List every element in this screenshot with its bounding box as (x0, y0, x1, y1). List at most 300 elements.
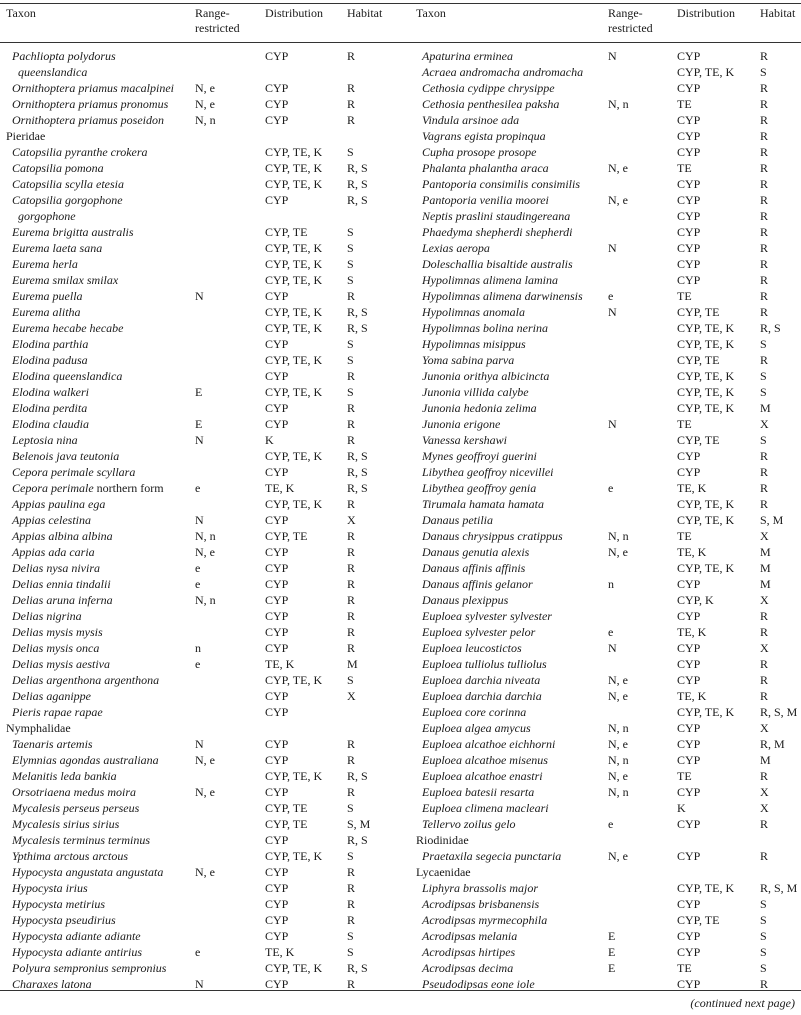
range-restricted-cell: e (195, 657, 201, 671)
distribution-cell: CYP, TE (265, 529, 308, 543)
taxon-text: Junonia erigone (422, 417, 501, 431)
taxon-text: Leptosia nina (12, 433, 78, 447)
table-row (0, 368, 801, 384)
family-name (416, 832, 469, 848)
habitat-cell: R (347, 97, 356, 111)
table-row (0, 496, 801, 512)
taxon-text: Pieris rapae rapae (12, 705, 103, 719)
header-taxon-left: Taxon (6, 6, 36, 20)
range-restricted-cell: E (608, 961, 616, 975)
taxon-text: Eurema brigitta australis (12, 225, 134, 239)
table-row (0, 272, 801, 288)
taxon-text: Elodina claudia (12, 417, 89, 431)
distribution-cell: CYP (265, 369, 289, 383)
taxon-text: Riodinidae (416, 833, 469, 847)
distribution-cell: CYP (265, 417, 289, 431)
habitat-cell: R (347, 369, 356, 383)
habitat-cell: S (347, 145, 354, 159)
habitat-cell: R (347, 497, 356, 511)
habitat-cell: R (347, 913, 356, 927)
taxon-name (422, 960, 513, 976)
table-row (0, 768, 801, 784)
distribution-cell: K (677, 801, 686, 815)
taxon-text: Cethosia cydippe chrysippe (422, 81, 555, 95)
habitat-cell: R (347, 737, 356, 751)
taxon-text: Hypolimnas bolina nerina (422, 321, 548, 335)
table-row (0, 160, 801, 176)
taxon-text: Eurema smilax smilax (12, 273, 119, 287)
taxon-text: Danaus affinis gelanor (422, 577, 533, 591)
taxon-text: Belenois java teutonia (12, 449, 120, 463)
habitat-cell: M (760, 753, 771, 767)
habitat-cell: R (347, 529, 356, 543)
taxon-name (422, 688, 542, 704)
taxon-text: Danaus chrysippus cratippus (422, 529, 563, 543)
taxon-text: Pantoporia consimilis consimilis (422, 177, 581, 191)
header-range-left (195, 6, 240, 36)
habitat-cell: R (760, 657, 769, 671)
taxon-name (422, 784, 534, 800)
habitat-cell: R, S (347, 833, 368, 847)
taxon-name (422, 480, 536, 496)
table-row (0, 464, 801, 480)
taxon-text: Phalanta phalantha araca (422, 161, 549, 175)
habitat-cell: S (347, 257, 354, 271)
habitat-cell: R (347, 113, 356, 127)
taxon-text: Polyura sempronius sempronius (12, 961, 167, 975)
taxon-name (422, 848, 561, 864)
range-restricted-cell: N, e (608, 849, 628, 863)
taxon-text: Pseudodipsas eone iole (422, 977, 535, 991)
habitat-cell: R, S (347, 449, 368, 463)
taxon-text: Euploea sylvester pelor (422, 625, 536, 639)
table-row (0, 64, 801, 80)
table-row (0, 448, 801, 464)
taxon-text: Ornithoptera priamus pronomus (12, 97, 169, 111)
distribution-cell: CYP (677, 785, 701, 799)
habitat-cell: S (347, 241, 354, 255)
habitat-cell: R (347, 865, 356, 879)
distribution-cell: CYP, TE, K (265, 849, 323, 863)
taxon-text: Yoma sabina parva (422, 353, 515, 367)
table-row (0, 208, 801, 224)
distribution-cell: CYP (265, 897, 289, 911)
taxon-name (422, 448, 537, 464)
table-row (0, 880, 801, 896)
distribution-cell: CYP (265, 289, 289, 303)
taxon-text: Lycaenidae (416, 865, 471, 879)
taxon-name (422, 880, 538, 896)
distribution-cell: CYP, TE (677, 913, 720, 927)
family-heading-row (0, 864, 801, 880)
taxon-text: Acrodipsas melania (422, 929, 518, 943)
table-row (0, 144, 801, 160)
taxon-text: Appias celestina (12, 513, 91, 527)
taxon-text: Appias ada caria (12, 545, 95, 559)
taxon-text: Hypocysta angustata angustata (12, 865, 164, 879)
taxon-text: Euploea alcathoe misenus (422, 753, 548, 767)
habitat-cell: R (760, 353, 769, 367)
taxon-text: Melanitis leda bankia (12, 769, 117, 783)
range-restricted-cell: N, e (195, 865, 215, 879)
table-row (0, 752, 801, 768)
habitat-cell: S, M (760, 513, 784, 527)
taxon-text: Mycalesis sirius sirius (12, 817, 120, 831)
table-row (0, 336, 801, 352)
range-restricted-cell: N (608, 305, 617, 319)
distribution-cell: CYP (265, 929, 289, 943)
range-restricted-cell: N (195, 977, 204, 991)
distribution-cell: TE, K (265, 481, 295, 495)
distribution-cell: CYP (677, 945, 701, 959)
range-restricted-cell: N, e (608, 769, 628, 783)
taxon-name (422, 272, 558, 288)
range-restricted-cell: e (195, 945, 201, 959)
header-distribution-left: Distribution (265, 6, 324, 20)
distribution-cell: CYP (677, 193, 701, 207)
taxon-name (422, 464, 554, 480)
distribution-cell: CYP (677, 673, 701, 687)
range-restricted-cell: N (608, 641, 617, 655)
table-row (0, 256, 801, 272)
taxon-text: Hypolimnas alimena darwinensis (422, 289, 583, 303)
habitat-cell: R (760, 113, 769, 127)
distribution-cell: TE, K (677, 545, 707, 559)
habitat-cell: R (347, 897, 356, 911)
table-row (0, 96, 801, 112)
distribution-cell: CYP, TE, K (265, 385, 323, 399)
range-restricted-cell: E (195, 417, 203, 431)
taxon-text: Elodina walkeri (12, 385, 89, 399)
range-restricted-cell: N, n (608, 785, 629, 799)
taxon-name (422, 528, 563, 544)
distribution-cell: CYP, TE, K (265, 177, 323, 191)
table-row (0, 320, 801, 336)
distribution-cell: TE, K (677, 481, 707, 495)
habitat-cell: R (347, 881, 356, 895)
table-row (0, 848, 801, 864)
distribution-cell: CYP (677, 641, 701, 655)
range-restricted-cell: e (608, 289, 614, 303)
habitat-cell: R (760, 145, 769, 159)
taxon-text: Junonia villida calybe (422, 385, 529, 399)
table-row (0, 624, 801, 640)
habitat-cell: R (760, 449, 769, 463)
habitat-cell: X (760, 801, 769, 815)
taxon-text: Danaus plexippus (422, 593, 509, 607)
taxon-text: Pieridae (6, 129, 46, 143)
taxon-text: Elodina queenslandica (12, 369, 123, 383)
table-bottom-rule (0, 990, 801, 991)
range-restricted-cell: N, e (195, 97, 215, 111)
taxon-text: Cepora perimale (12, 481, 94, 495)
taxon-text: Hypolimnas anomala (422, 305, 525, 319)
range-restricted-cell: N, e (608, 737, 628, 751)
habitat-cell: X (760, 529, 769, 543)
habitat-cell: X (760, 593, 769, 607)
distribution-cell: CYP (677, 209, 701, 223)
taxon-text: Apaturina erminea (422, 49, 513, 63)
range-restricted-cell: e (195, 561, 201, 575)
table-row (0, 912, 801, 928)
range-restricted-cell: e (608, 817, 614, 831)
taxon-text: Libythea geoffroy nicevillei (422, 465, 554, 479)
habitat-cell: R (760, 161, 769, 175)
taxon-name (422, 544, 529, 560)
taxon-text: Delias mysis aestiva (12, 657, 110, 671)
taxon-text: Hypocysta metirius (12, 897, 105, 911)
habitat-cell: R (347, 289, 356, 303)
habitat-cell: R, S (347, 321, 368, 335)
habitat-cell: R (347, 641, 356, 655)
habitat-cell: R (760, 673, 769, 687)
distribution-cell: CYP (677, 721, 701, 735)
distribution-cell: CYP (677, 753, 701, 767)
habitat-cell: S (760, 65, 767, 79)
taxon-text: Delias nysa nivira (12, 561, 100, 575)
range-restricted-cell: N, n (195, 529, 216, 543)
habitat-cell: R, M (760, 737, 785, 751)
distribution-cell: CYP, TE, K (265, 961, 323, 975)
distribution-cell: CYP (677, 849, 701, 863)
taxon-name (422, 560, 525, 576)
taxon-text: Tellervo zoilus gelo (422, 817, 516, 831)
distribution-cell: CYP (677, 929, 701, 943)
family-heading-row (0, 832, 801, 848)
distribution-cell: CYP, TE (677, 433, 720, 447)
taxon-text: Eurema herla (12, 257, 78, 271)
taxon-name (422, 608, 552, 624)
range-restricted-cell: N, e (608, 193, 628, 207)
distribution-cell: CYP (265, 113, 289, 127)
header-range-line2: restricted (195, 21, 240, 35)
distribution-cell: CYP, TE, K (677, 497, 735, 511)
table-row (0, 240, 801, 256)
taxon-text: Mycalesis terminus terminus (12, 833, 150, 847)
range-restricted-cell: N, e (195, 545, 215, 559)
table-row (0, 576, 801, 592)
range-restricted-cell: N, n (608, 721, 629, 735)
taxon-name (422, 576, 533, 592)
taxon-text: Catopsilia gorgophone (12, 193, 123, 207)
distribution-cell: CYP (265, 577, 289, 591)
distribution-cell: CYP, TE, K (677, 337, 735, 351)
range-restricted-cell: N, n (608, 753, 629, 767)
distribution-cell: CYP, TE, K (265, 321, 323, 335)
habitat-cell: R (760, 49, 769, 63)
habitat-cell: R (760, 209, 769, 223)
habitat-cell: S (347, 337, 354, 351)
habitat-cell: S (347, 673, 354, 687)
habitat-cell: M (347, 657, 358, 671)
distribution-cell: CYP (677, 977, 701, 991)
taxon-name (422, 704, 526, 720)
habitat-cell: S (760, 433, 767, 447)
habitat-cell: R (760, 817, 769, 831)
habitat-cell: R (347, 977, 356, 991)
range-restricted-cell: N, e (608, 673, 628, 687)
table-row (0, 224, 801, 240)
table-row (0, 80, 801, 96)
distribution-cell: CYP (677, 817, 701, 831)
taxon-name (422, 224, 572, 240)
habitat-cell: R (347, 593, 356, 607)
habitat-cell: R (760, 481, 769, 495)
distribution-cell: CYP, TE, K (677, 385, 735, 399)
habitat-cell: S (760, 961, 767, 975)
habitat-cell: R, S (347, 481, 368, 495)
taxon-text: Mycalesis perseus perseus (12, 801, 140, 815)
range-restricted-cell: N, n (608, 97, 629, 111)
distribution-cell: CYP (677, 129, 701, 143)
taxon-name (422, 512, 493, 528)
table-row (0, 944, 801, 960)
taxon-text: Ornithoptera priamus poseidon (12, 113, 165, 127)
table-row (0, 736, 801, 752)
taxon-name (422, 400, 537, 416)
habitat-cell: R (347, 49, 356, 63)
taxon-name (422, 160, 549, 176)
taxon-name (422, 816, 516, 832)
distribution-cell: CYP (265, 193, 289, 207)
taxon-text: Orsotriaena medus moira (12, 785, 137, 799)
taxon-name (422, 208, 570, 224)
table-row (0, 416, 801, 432)
range-restricted-cell: e (195, 577, 201, 591)
taxon-text: Acrodipsas hirtipes (422, 945, 516, 959)
taxon-text: Pantoporia venilia moorei (422, 193, 549, 207)
table-row (0, 960, 801, 976)
taxon-text: Appias paulina ega (12, 497, 106, 511)
taxon-text: Hypolimnas alimena lamina (422, 273, 558, 287)
distribution-cell: TE, K (677, 689, 707, 703)
taxon-text: Hypocysta irius (12, 881, 88, 895)
habitat-cell: R, S (347, 177, 368, 191)
taxon-text: Praetaxila segecia punctaria (422, 849, 562, 863)
taxon-name (422, 496, 544, 512)
distribution-cell: CYP (677, 49, 701, 63)
habitat-cell: S (760, 369, 767, 383)
habitat-cell: R (760, 225, 769, 239)
taxon-text: Doleschallia bisaltide australis (422, 257, 573, 271)
taxon-text: Euploea alcathoe enastri (422, 769, 543, 783)
distribution-cell: TE (677, 161, 692, 175)
distribution-cell: CYP (265, 865, 289, 879)
distribution-cell: CYP, TE (265, 817, 308, 831)
habitat-cell: S (347, 945, 354, 959)
distribution-cell: CYP (677, 449, 701, 463)
distribution-cell: CYP (677, 113, 701, 127)
distribution-cell: CYP, TE, K (265, 273, 323, 287)
distribution-cell: CYP, TE, K (677, 401, 735, 415)
taxon-text: Euploea tulliolus tulliolus (422, 657, 547, 671)
habitat-cell: R (760, 97, 769, 111)
distribution-cell: CYP (265, 545, 289, 559)
habitat-cell: S (347, 385, 354, 399)
range-restricted-cell: n (195, 641, 201, 655)
distribution-cell: CYP, TE, K (677, 561, 735, 575)
distribution-cell: CYP (265, 609, 289, 623)
table-row (0, 592, 801, 608)
table-row (0, 560, 801, 576)
header-range-line2: restricted (608, 21, 653, 35)
table-row (0, 512, 801, 528)
habitat-cell: R (760, 129, 769, 143)
distribution-cell: TE (677, 417, 692, 431)
habitat-cell: R, S (347, 305, 368, 319)
range-restricted-cell: N (608, 241, 617, 255)
taxon-text: Euploea leucostictos (422, 641, 522, 655)
habitat-cell: R (760, 273, 769, 287)
taxon-text: Delias ennia tindalii (12, 577, 111, 591)
habitat-cell: R (760, 689, 769, 703)
taxon-text: Euploea sylvester sylvester (422, 609, 552, 623)
distribution-cell: CYP, TE, K (677, 65, 735, 79)
distribution-cell: CYP (265, 913, 289, 927)
habitat-cell: R (760, 769, 769, 783)
family-name (416, 864, 471, 880)
range-restricted-cell: N, n (195, 113, 216, 127)
taxon-text: Pachliopta polydorus (12, 49, 116, 63)
distribution-cell: K (265, 433, 274, 447)
table-row (0, 192, 801, 208)
taxon-name (422, 640, 522, 656)
habitat-cell: S (347, 353, 354, 367)
taxon-text: Danaus genutia alexis (422, 545, 530, 559)
taxon-text: Acrodipsas myrmecophila (422, 913, 548, 927)
range-restricted-cell: N (195, 433, 204, 447)
habitat-cell: R (347, 401, 356, 415)
taxon-name (422, 144, 536, 160)
habitat-cell: R, S (760, 321, 781, 335)
taxon-name (422, 240, 490, 256)
distribution-cell: CYP (677, 737, 701, 751)
table-row (0, 800, 801, 816)
habitat-cell: X (347, 689, 356, 703)
distribution-cell: CYP (265, 737, 289, 751)
range-restricted-cell: N (195, 289, 204, 303)
taxon-text: Euploea batesii resarta (422, 785, 535, 799)
taxon-name (422, 48, 513, 64)
distribution-cell: CYP (677, 897, 701, 911)
habitat-cell: R, S (347, 961, 368, 975)
taxon-text: Delias argenthona argenthona (12, 673, 160, 687)
habitat-cell: R (347, 785, 356, 799)
table-row (0, 720, 801, 736)
taxon-text: Eurema hecabe hecabe (12, 321, 124, 335)
range-restricted-cell: N, e (608, 689, 628, 703)
taxon-text: Hypocysta adiante antirius (12, 945, 142, 959)
habitat-cell: S (347, 225, 354, 239)
taxon-name (422, 416, 500, 432)
taxon-text: Nymphalidae (6, 721, 71, 735)
habitat-cell: R (347, 417, 356, 431)
table-row (0, 352, 801, 368)
habitat-cell: R (347, 433, 356, 447)
distribution-cell: CYP (265, 337, 289, 351)
range-restricted-cell: N, n (195, 593, 216, 607)
taxon-text: Danaus affinis affinis (422, 561, 526, 575)
table-top-rule (0, 3, 801, 4)
habitat-cell: X (760, 641, 769, 655)
table-row (0, 544, 801, 560)
taxon-name (422, 928, 517, 944)
taxon-text: Delias nigrina (12, 609, 82, 623)
table-row (0, 896, 801, 912)
table-row (0, 112, 801, 128)
distribution-cell: CYP (677, 657, 701, 671)
taxon-name (422, 192, 549, 208)
